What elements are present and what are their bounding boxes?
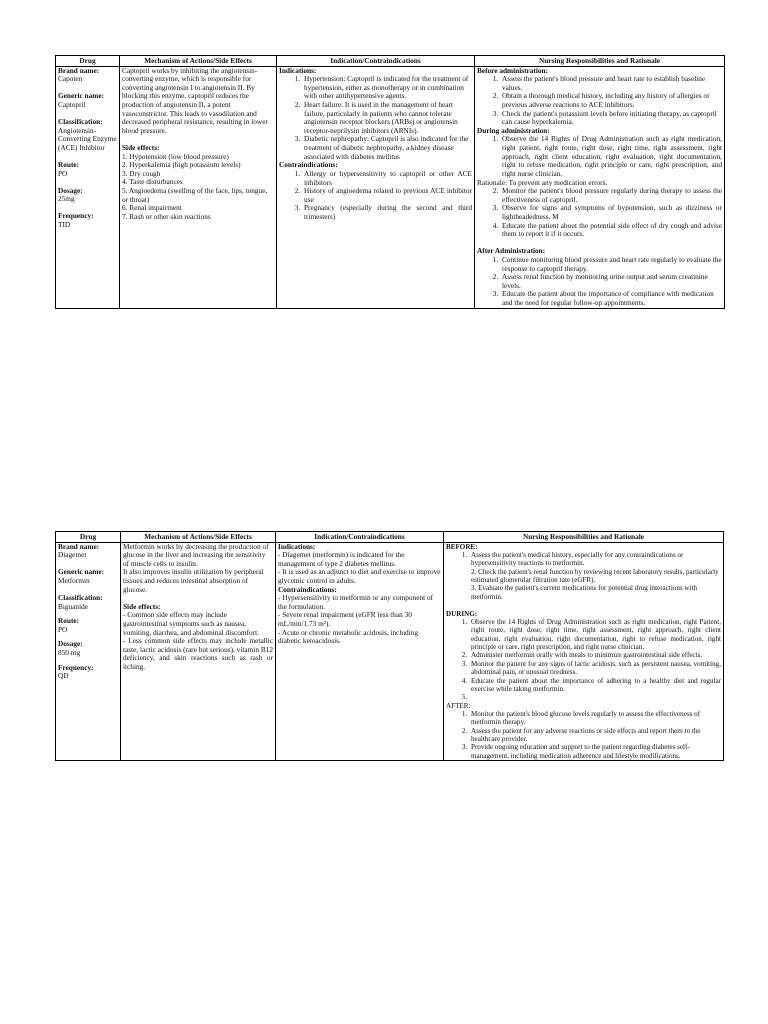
list-item: 3. Monitor the patient for any signs of lactic acidosis, such as persistent nausea, vomiting, abdominal pain, or unusual tiredness. bbox=[469, 660, 721, 677]
side-effect-item: 1. Hypotension (low blood pressure) bbox=[122, 151, 229, 161]
route-value: PO bbox=[58, 168, 68, 178]
indications-list bbox=[279, 75, 472, 161]
captopril-drug-table bbox=[55, 55, 725, 309]
side-effects-label: Side effects: bbox=[122, 142, 160, 152]
side-effect-item: 2. Hyperkalemia (high potassium levels) bbox=[122, 160, 241, 170]
classification-value: Biguanide bbox=[58, 601, 88, 611]
mechanism-text: Metformin works by decreasing the production of glucose in the liver and increasing the sensitivity of muscle cells to insulin. bbox=[123, 541, 269, 568]
side-effect-item: 3. Dry cough bbox=[122, 168, 161, 178]
after-list bbox=[446, 710, 721, 760]
table-row bbox=[56, 542, 724, 760]
list-item: 3. Observe for signs and symptoms of hypotension, such as dizziness or lightheadedness. M bbox=[500, 204, 722, 221]
indication-item: - Diagemet (metformin) is indicated for the management of type 2 diabetes mellitus. bbox=[278, 550, 405, 568]
classification-value: Angiotensin-Converting Enzyme (ACE) Inhibitor bbox=[58, 125, 117, 152]
frequency-label: Frequency: bbox=[58, 211, 94, 221]
route-label: Route: bbox=[58, 616, 80, 626]
list-item: 2. Administer metformin orally with meals to minimize gastrointestinal side effects. bbox=[469, 651, 721, 659]
before-item: 2. Check the patient's renal function by reviewing recent laboratory results, particularly estimated glomerular filtration rate (eGFR). bbox=[471, 567, 719, 585]
before-item: 3. Evaluate the patient's current medications for potential drug interactions with metformin. bbox=[471, 584, 698, 601]
mechanism-cell bbox=[121, 542, 276, 760]
frequency-value: TID bbox=[58, 220, 71, 230]
mechanism-text: Captopril works by inhibiting the angiotensin-converting enzyme, which is responsible for converting angiotensin I to angiotensin II. By blocking this enzyme, captopril reduces the production of angiotensin II, a potent vasoconstrictor. This leads to vasodilation and decreased peripheral resistance, resulting in lower blood pressure. bbox=[122, 65, 268, 135]
list-item: 1. Hypertension: Captopril is indicated for the treatment of hypertension, either as monotherapy or in combination with other antihypertensive agents. bbox=[302, 75, 472, 101]
mechanism-cell bbox=[120, 66, 277, 308]
generic-label: Generic name: bbox=[58, 567, 104, 577]
side-effects-label: Side effects: bbox=[123, 601, 161, 611]
nursing-cell bbox=[475, 66, 725, 308]
list-item: 2. History of angioedema related to previous ACE inhibitor use bbox=[302, 187, 472, 204]
brand-value: Diagemet bbox=[58, 550, 87, 560]
indications-label: Indications: bbox=[279, 65, 317, 75]
header-mechanism: Mechanism of Actions/Side Effects bbox=[120, 56, 277, 67]
side-effect-item: 5. Angioedema (swelling of the face, lips, tongue, or throat) bbox=[122, 186, 268, 204]
side-effect-item: 7. Rash or other skin reactions bbox=[122, 211, 211, 221]
metformin-drug-table bbox=[55, 531, 724, 761]
during-list bbox=[477, 135, 722, 178]
generic-label: Generic name: bbox=[58, 91, 104, 101]
dosage-value: 850 mg bbox=[58, 648, 81, 658]
side-effect-item: - Less common side effects may include metallic taste, lactic acidosis (rare but serious), vitamin B12 deficiency, and skin reactions such as rash or itching. bbox=[123, 636, 273, 672]
indications-cell bbox=[277, 66, 475, 308]
table-header-row bbox=[56, 56, 725, 67]
dosage-label: Dosage: bbox=[58, 185, 83, 195]
list-item: 3. Check the patient's potassium levels before initiating therapy, as captopril can cause hyperkalemia. bbox=[500, 110, 722, 127]
list-item: 2. Monitor the patient's blood pressure regularly during therapy to assess the effectiveness of captopril. bbox=[500, 187, 722, 204]
header-indications: Indication/Contraindications bbox=[277, 56, 475, 67]
header-mechanism: Mechanism of Actions/Side Effects bbox=[121, 532, 276, 543]
before-list bbox=[477, 75, 722, 127]
contraindication-item: - Hypersensitivity to metformin or any component of the formulation. bbox=[278, 593, 434, 611]
list-item: 2. Obtain a thorough medical history, including any history of allergies or previous adverse reactions to ACE inhibitors. bbox=[500, 92, 722, 109]
list-item: 4. Educate the patient about the potential side effect of dry cough and advise them to report it if it occurs. bbox=[500, 222, 722, 239]
list-item bbox=[469, 693, 721, 701]
list-item: 1. Assess the patient's blood pressure and heart rate to establish baseline values. bbox=[500, 75, 722, 92]
nursing-cell bbox=[444, 542, 724, 760]
brand-value: Capoten bbox=[58, 74, 83, 84]
frequency-value: QD bbox=[58, 671, 69, 681]
classification-label: Classification: bbox=[58, 593, 103, 603]
header-drug: Drug bbox=[56, 56, 120, 67]
during-label: DURING: bbox=[446, 609, 478, 618]
list-item: 1. Observe the 14 Rights of Drug Administration such as right medication, right Patient, right route, right dose, right time, right assessment, right approach, right client education, right evaluation, right documentation, right to refuse medication, right principle or care, right prescription, and right nurse clinician. bbox=[469, 618, 721, 651]
indications-label: Indications: bbox=[278, 541, 316, 551]
brand-label: Brand name: bbox=[58, 541, 100, 551]
during-list bbox=[446, 618, 721, 702]
contraindications-list bbox=[279, 170, 472, 222]
mechanism-text: It also improves insulin utilization by peripheral tissues and reduces intestinal absorption of glucose. bbox=[123, 567, 264, 594]
header-drug: Drug bbox=[56, 532, 121, 543]
classification-label: Classification: bbox=[58, 117, 103, 127]
contraindication-item: - Acute or chronic metabolic acidosis, including diabetic ketoacidosis. bbox=[278, 627, 419, 646]
list-item: 1. Allergy or hypersensitivity to captopril or other ACE inhibitors bbox=[302, 170, 472, 187]
side-effect-item: 6. Renal impairment bbox=[122, 203, 182, 213]
contraindications-label: Contraindications: bbox=[279, 160, 338, 170]
brand-label: Brand name: bbox=[58, 65, 100, 75]
list-item: 1. Continue monitoring blood pressure and heart rate regularly to evaluate the response to captopril therapy. bbox=[500, 256, 722, 273]
dosage-label: Dosage: bbox=[58, 639, 83, 649]
after-list bbox=[477, 256, 722, 308]
list-item: 2. Assess the patient for any adverse reactions or side effects and report them to the healthcare provider. bbox=[469, 727, 721, 744]
list-item: 4. Educate the patient about the importance of adhering to a healthy diet and regular exercise while taking metformin. bbox=[469, 677, 721, 694]
list-item: 1. Monitor the patient's blood glucose levels regularly to assess the effectiveness of metformin therapy. bbox=[469, 710, 721, 727]
rationale-text: Rationale: To prevent any medication errors. bbox=[477, 177, 608, 187]
list-item: 3. Pregnancy (especially during the second and third trimesters) bbox=[302, 204, 472, 221]
header-nursing: Nursing Responsibilities and Rationale bbox=[475, 56, 725, 67]
side-effect-item: 4. Taste disturbances bbox=[122, 177, 183, 187]
list-item: 2. Assess renal function by monitoring urine output and serum creatinine levels. bbox=[500, 273, 722, 290]
generic-value: Metformin bbox=[58, 575, 90, 585]
contraindication-item: - Severe renal impairment (eGFR less than 30 mL/min/1.73 m²). bbox=[278, 610, 412, 629]
generic-value: Captopril bbox=[58, 99, 86, 109]
contraindications-label: Contraindications: bbox=[278, 584, 337, 594]
before-label: Before administration: bbox=[477, 65, 549, 75]
after-label: After Administration: bbox=[477, 246, 546, 256]
before-list bbox=[446, 551, 721, 568]
after-label: AFTER: bbox=[446, 701, 471, 710]
during-label: During administration: bbox=[477, 125, 550, 135]
side-effect-item: - Common side effects may include gastrointestinal symptoms such as nausea, vomiting, diarrhea, and abdominal discomfort. bbox=[123, 610, 259, 637]
drug-info-cell bbox=[56, 542, 121, 760]
route-label: Route: bbox=[58, 159, 80, 169]
route-value: PO bbox=[58, 624, 68, 634]
header-indications: Indication/Contraindications bbox=[276, 532, 444, 543]
during-list-continued bbox=[477, 187, 722, 239]
list-item: 3. Educate the patient about the importance of compliance with medication and the need for regular follow-up appointments. bbox=[500, 290, 722, 307]
before-label: BEFORE: bbox=[446, 542, 478, 551]
header-nursing: Nursing Responsibilities and Rationale bbox=[444, 532, 724, 543]
table-header-row bbox=[56, 532, 724, 543]
frequency-label: Frequency: bbox=[58, 662, 94, 672]
list-item: 2. Heart failure: It is used in the management of heart failure, particularly in patients who cannot tolerate angiotensin receptor blockers (ARBs) or angiotensin receptor-neprilysin inhibitors (ARNIs). bbox=[302, 101, 472, 135]
list-item: 1. Observe the 14 Rights of Drug Administration such as right medication, right patient, right route, right dose, right time, right assessment, right approach, right client education, right evaluation, right documentation, right to refuse medication, right principle or care, right prescription, and right nurse clinician. bbox=[500, 135, 722, 178]
table-row bbox=[56, 66, 725, 308]
indication-item: - It is used as an adjunct to diet and exercise to improve glycemic control in adults. bbox=[278, 567, 441, 586]
dosage-value: 25mg bbox=[58, 194, 75, 204]
drug-info-cell bbox=[56, 66, 120, 308]
indications-cell bbox=[276, 542, 444, 760]
list-item: 3. Diabetic nephropathy: Captopril is also indicated for the treatment of diabetic nephropathy, a kidney disease associated with diabetes mellitus bbox=[302, 135, 472, 161]
list-item: 3. Provide ongoing education and support to the patient regarding diabetes self-management, including medication adherence and lifestyle modifications. bbox=[469, 743, 721, 760]
list-item: 1. Assess the patient's medical history, especially for any contraindications or hypersensitivity reactions to metformin. bbox=[469, 551, 721, 568]
